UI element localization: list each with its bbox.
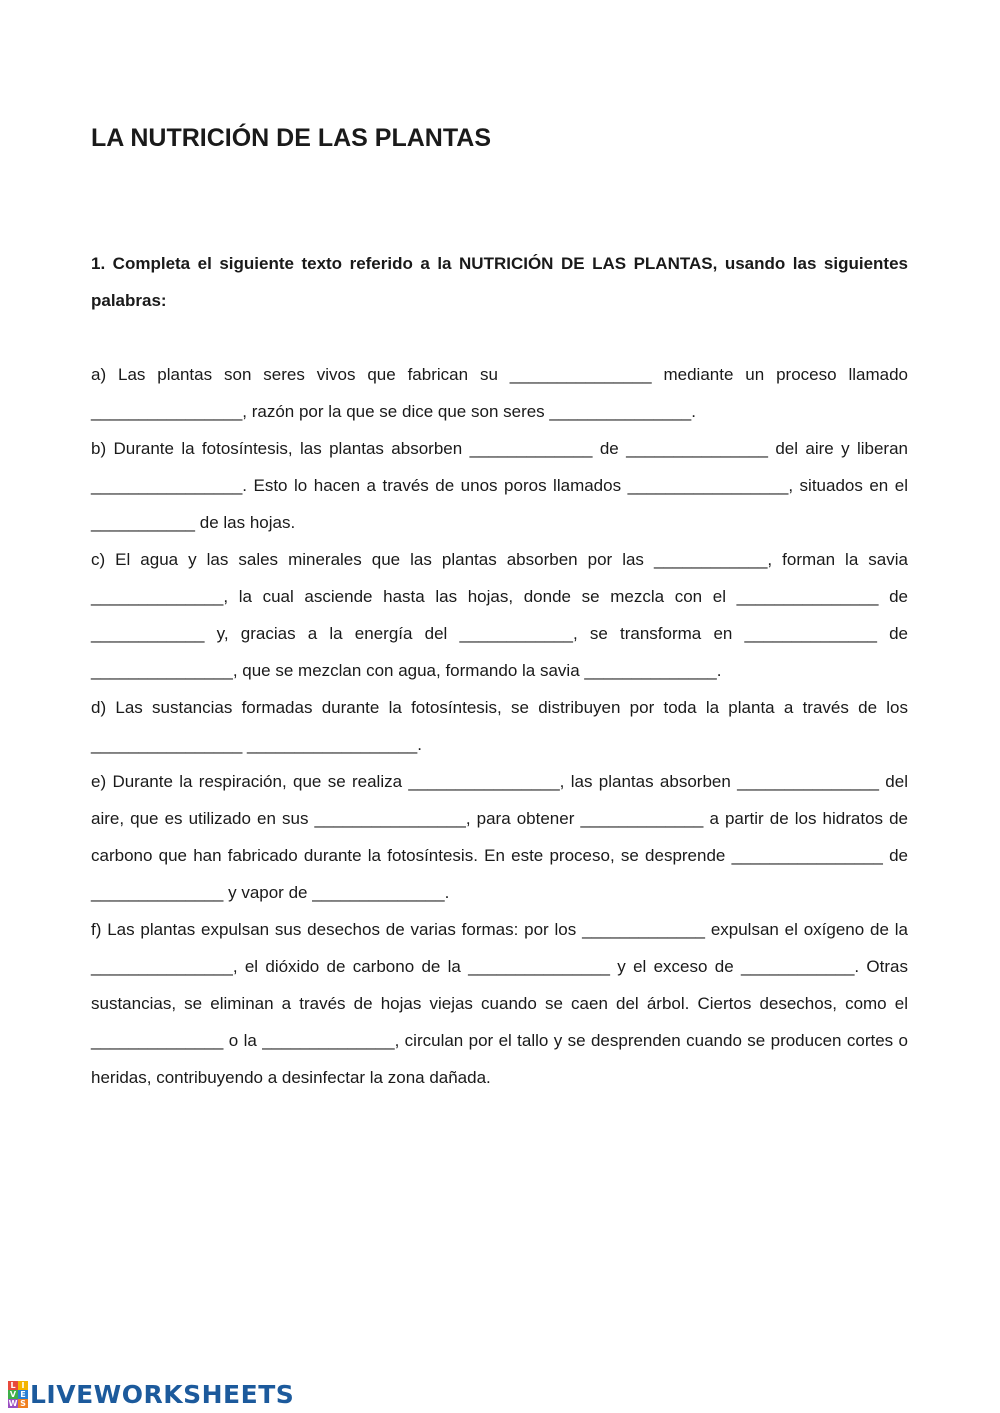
paragraph-text: , razón por la que se dice que son seres <box>242 402 550 421</box>
paragraph-text: d) Las sustancias formadas durante la fotosíntesis, se distribuyen por toda la planta a través de los <box>91 698 908 717</box>
answer-blank[interactable]: ________________ <box>91 735 243 754</box>
answer-blank[interactable]: ________________ <box>731 846 883 865</box>
answer-blank[interactable]: _______________ <box>91 661 233 680</box>
paragraph-a <box>91 356 908 430</box>
paragraph-text: de <box>882 846 908 865</box>
answer-blank[interactable]: _____________ <box>582 920 705 939</box>
paragraph-text: a partir de los hidratos de carbono que han fabricado durante la fotosíntesis. En este proceso, se desprende <box>91 809 909 865</box>
paragraph-text: . Esto lo hacen a través de unos poros llamados <box>242 476 628 495</box>
paragraph-e <box>91 763 908 911</box>
paragraph-text: y el exceso de <box>610 957 741 976</box>
logo-mark-icon: L I V E W S <box>8 1381 28 1409</box>
answer-blank[interactable]: ______________ <box>744 624 877 643</box>
answer-blank[interactable]: _______________ <box>626 439 768 458</box>
paragraph-text: de <box>592 439 627 458</box>
logo-text: LIVEWORKSHEETS <box>30 1380 295 1409</box>
answer-blank[interactable]: ______________ <box>91 883 224 902</box>
answer-blank[interactable]: _______________ <box>737 772 879 791</box>
paragraph-d <box>91 689 908 763</box>
paragraph-text: y vapor de <box>223 883 313 902</box>
paragraph-text: a) Las plantas son seres vivos que fabrican su <box>91 365 510 384</box>
answer-blank[interactable]: ____________ <box>653 550 768 569</box>
paragraph-text: , las plantas absorben <box>559 772 738 791</box>
exercise-instruction: 1. Completa el siguiente texto referido a la NUTRICIÓN DE LAS PLANTAS, usando las siguientes palabras: <box>91 254 908 310</box>
answer-blank[interactable]: ________________ <box>91 402 243 421</box>
paragraph-text: . Otras sustancias, se eliminan a través de hojas viejas cuando se caen del árbol. Ciertos desechos, como el <box>91 957 908 1013</box>
answer-blank[interactable]: ________________ <box>91 476 243 495</box>
paragraph-text: . <box>716 661 722 680</box>
answer-blank[interactable]: ________________ <box>314 809 466 828</box>
answer-blank[interactable]: ____________ <box>91 624 205 643</box>
answer-blank[interactable]: ______________ <box>312 883 445 902</box>
answer-blank[interactable]: ______________ <box>91 1031 224 1050</box>
answer-blank[interactable]: _____________ <box>580 809 704 828</box>
paragraph-text: , la cual asciende hasta las hojas, donde se mezcla con el <box>223 587 737 606</box>
paragraph-text: de <box>876 624 908 643</box>
paragraph-text: , circulan por el tallo y se desprenden cuando se producen cortes o heridas, contribuyendo a desinfectar la zona dañada. <box>91 1031 908 1087</box>
answer-blank[interactable]: ______________ <box>584 661 717 680</box>
answer-blank[interactable]: _______________ <box>91 957 233 976</box>
answer-blank[interactable]: ______________ <box>262 1031 395 1050</box>
paragraph-text: y, gracias a la energía del <box>204 624 460 643</box>
paragraph-text: f) Las plantas expulsan sus desechos de varias formas: por los <box>91 920 583 939</box>
paragraph-c <box>91 541 908 689</box>
answer-blank[interactable]: ____________ <box>740 957 855 976</box>
paragraph-b <box>91 430 908 541</box>
answer-blank[interactable]: ______________ <box>91 587 224 606</box>
paragraph-text: c) El agua y las sales minerales que las plantas absorben por las <box>91 550 654 569</box>
answer-blank[interactable]: __________________ <box>247 735 418 754</box>
paragraph-text: , para obtener <box>465 809 581 828</box>
paragraph-text: del aire, que es utilizado en sus <box>91 772 908 828</box>
answer-blank[interactable]: _______________ <box>549 402 692 421</box>
paragraph-text: e) Durante la respiración, que se realiza <box>91 772 409 791</box>
paragraph-text: mediante un proceso llamado <box>651 365 908 384</box>
paragraph-text: , situados en el <box>788 476 908 495</box>
paragraph-text: expulsan el oxígeno de la <box>705 920 908 939</box>
paragraph-text: . <box>417 735 422 754</box>
answer-blank[interactable]: ____________ <box>459 624 573 643</box>
paragraph-f <box>91 911 908 1096</box>
answer-blank[interactable]: _______________ <box>468 957 610 976</box>
paragraph-text: , se transforma en <box>572 624 745 643</box>
answer-blank[interactable]: _______________ <box>509 365 652 384</box>
paragraph-text: , que se mezclan con agua, formando la savia <box>232 661 585 680</box>
answer-blank[interactable]: _____________ <box>469 439 593 458</box>
paragraph-text: de las hojas. <box>195 513 296 532</box>
paragraph-text: , el dióxido de carbono de la <box>232 957 469 976</box>
paragraph-text: . <box>444 883 450 902</box>
paragraph-text: del aire y liberan <box>767 439 909 458</box>
paragraph-text: . <box>691 402 696 421</box>
answer-blank[interactable]: ___________ <box>91 513 196 532</box>
exercise-body <box>91 356 908 1096</box>
page-title: LA NUTRICIÓN DE LAS PLANTAS <box>91 124 491 152</box>
answer-blank[interactable]: _______________ <box>736 587 879 606</box>
answer-blank[interactable]: ________________ <box>408 772 560 791</box>
paragraph-text: o la <box>223 1031 263 1050</box>
paragraph-text: , forman la savia <box>767 550 908 569</box>
liveworksheets-logo[interactable] <box>8 1380 294 1409</box>
answer-blank[interactable]: _________________ <box>627 476 789 495</box>
paragraph-text: de <box>878 587 909 606</box>
paragraph-text: b) Durante la fotosíntesis, las plantas absorben <box>91 439 470 458</box>
